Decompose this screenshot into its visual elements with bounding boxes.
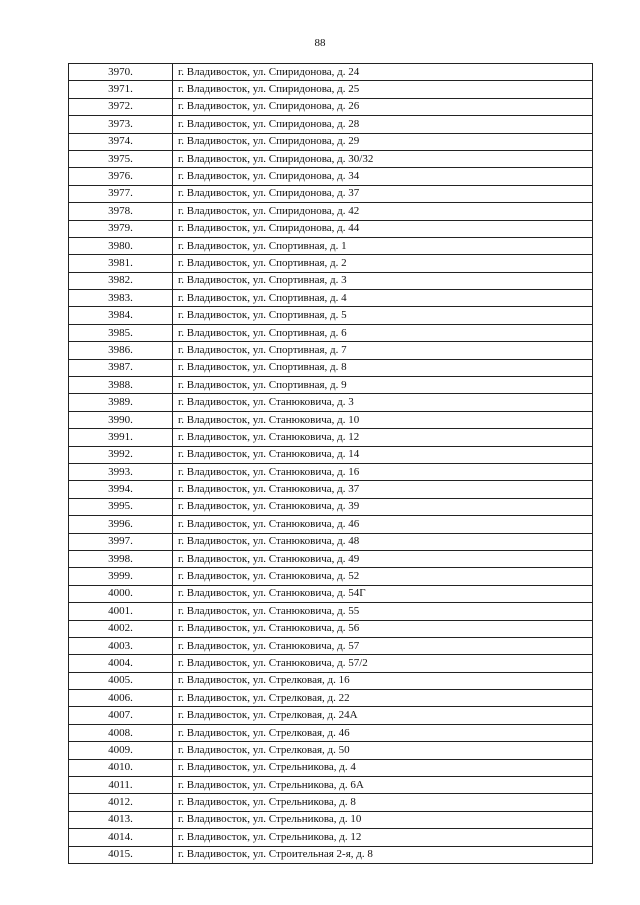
table-row: [69, 707, 593, 724]
row-address: г. Владивосток, ул. Спортивная, д. 3: [173, 272, 593, 289]
table-row: [69, 429, 593, 446]
row-address: г. Владивосток, ул. Спиридонова, д. 25: [173, 81, 593, 98]
row-number: 3982.: [69, 272, 173, 289]
row-address: г. Владивосток, ул. Спортивная, д. 1: [173, 237, 593, 254]
table-row: [69, 411, 593, 428]
table-row: [69, 585, 593, 602]
row-number: 4013.: [69, 811, 173, 828]
row-address: г. Владивосток, ул. Станюковича, д. 57/2: [173, 655, 593, 672]
table-row: [69, 203, 593, 220]
row-number: 3979.: [69, 220, 173, 237]
row-address: г. Владивосток, ул. Станюковича, д. 39: [173, 498, 593, 515]
row-address: г. Владивосток, ул. Спортивная, д. 6: [173, 324, 593, 341]
table-row: [69, 324, 593, 341]
row-address: г. Владивосток, ул. Спортивная, д. 2: [173, 255, 593, 272]
row-address: г. Владивосток, ул. Стрельникова, д. 10: [173, 811, 593, 828]
row-number: 3987.: [69, 359, 173, 376]
row-address: г. Владивосток, ул. Станюковича, д. 55: [173, 603, 593, 620]
row-address: г. Владивосток, ул. Спортивная, д. 5: [173, 307, 593, 324]
table-row: [69, 255, 593, 272]
row-number: 3978.: [69, 203, 173, 220]
table-row: [69, 446, 593, 463]
table-row: [69, 672, 593, 689]
table-row: [69, 690, 593, 707]
row-number: 4014.: [69, 829, 173, 846]
table-row: [69, 150, 593, 167]
row-address: г. Владивосток, ул. Станюковича, д. 12: [173, 429, 593, 446]
row-address: г. Владивосток, ул. Спиридонова, д. 26: [173, 98, 593, 115]
row-address: г. Владивосток, ул. Станюковича, д. 46: [173, 516, 593, 533]
table-row: [69, 64, 593, 81]
row-number: 4006.: [69, 690, 173, 707]
row-address: г. Владивосток, ул. Спиридонова, д. 37: [173, 185, 593, 202]
table-row: [69, 116, 593, 133]
row-address: г. Владивосток, ул. Стрелковая, д. 22: [173, 690, 593, 707]
row-number: 3971.: [69, 81, 173, 98]
table-row: [69, 290, 593, 307]
table-row: [69, 568, 593, 585]
row-number: 3989.: [69, 394, 173, 411]
table-row: [69, 394, 593, 411]
row-address: г. Владивосток, ул. Спиридонова, д. 34: [173, 168, 593, 185]
row-number: 4003.: [69, 637, 173, 654]
row-address: г. Владивосток, ул. Спортивная, д. 9: [173, 377, 593, 394]
address-table: [68, 63, 593, 864]
table-row: [69, 550, 593, 567]
row-address: г. Владивосток, ул. Спиридонова, д. 24: [173, 64, 593, 81]
table-row: [69, 655, 593, 672]
table-row: [69, 811, 593, 828]
row-number: 3972.: [69, 98, 173, 115]
row-number: 3994.: [69, 481, 173, 498]
row-number: 3980.: [69, 237, 173, 254]
table-row: [69, 777, 593, 794]
row-number: 4007.: [69, 707, 173, 724]
row-address: г. Владивосток, ул. Стрелковая, д. 50: [173, 742, 593, 759]
row-number: 4012.: [69, 794, 173, 811]
table-row: [69, 846, 593, 863]
row-number: 3996.: [69, 516, 173, 533]
row-address: г. Владивосток, ул. Станюковича, д. 14: [173, 446, 593, 463]
row-number: 3986.: [69, 342, 173, 359]
table-row: [69, 168, 593, 185]
table-row: [69, 759, 593, 776]
row-address: г. Владивосток, ул. Спортивная, д. 8: [173, 359, 593, 376]
row-address: г. Владивосток, ул. Стрелковая, д. 24А: [173, 707, 593, 724]
row-number: 4002.: [69, 620, 173, 637]
table-row: [69, 829, 593, 846]
row-address: г. Владивосток, ул. Станюковича, д. 57: [173, 637, 593, 654]
row-address: г. Владивосток, ул. Стрельникова, д. 12: [173, 829, 593, 846]
table-row: [69, 359, 593, 376]
row-number: 3993.: [69, 463, 173, 480]
row-number: 3997.: [69, 533, 173, 550]
row-number: 3990.: [69, 411, 173, 428]
table-row: [69, 742, 593, 759]
row-address: г. Владивосток, ул. Стрельникова, д. 8: [173, 794, 593, 811]
row-address: г. Владивосток, ул. Станюковича, д. 52: [173, 568, 593, 585]
table-row: [69, 481, 593, 498]
row-number: 4010.: [69, 759, 173, 776]
address-table-body: [69, 64, 593, 864]
row-address: г. Владивосток, ул. Станюковича, д. 37: [173, 481, 593, 498]
row-number: 4015.: [69, 846, 173, 863]
row-address: г. Владивосток, ул. Станюковича, д. 3: [173, 394, 593, 411]
row-address: г. Владивосток, ул. Станюковича, д. 48: [173, 533, 593, 550]
table-row: [69, 133, 593, 150]
row-number: 4009.: [69, 742, 173, 759]
row-number: 4001.: [69, 603, 173, 620]
row-number: 4005.: [69, 672, 173, 689]
row-address: г. Владивосток, ул. Станюковича, д. 16: [173, 463, 593, 480]
row-number: 3991.: [69, 429, 173, 446]
table-row: [69, 724, 593, 741]
row-address: г. Владивосток, ул. Спиридонова, д. 29: [173, 133, 593, 150]
table-row: [69, 463, 593, 480]
page-number: 88: [314, 37, 326, 49]
row-address: г. Владивосток, ул. Стрельникова, д. 6А: [173, 777, 593, 794]
row-address: г. Владивосток, ул. Спиридонова, д. 30/32: [173, 150, 593, 167]
row-address: г. Владивосток, ул. Спиридонова, д. 28: [173, 116, 593, 133]
row-number: 3970.: [69, 64, 173, 81]
table-row: [69, 637, 593, 654]
row-address: г. Владивосток, ул. Стрелковая, д. 16: [173, 672, 593, 689]
row-number: 3995.: [69, 498, 173, 515]
table-row: [69, 620, 593, 637]
table-row: [69, 307, 593, 324]
row-address: г. Владивосток, ул. Спортивная, д. 7: [173, 342, 593, 359]
row-address: г. Владивосток, ул. Стрелковая, д. 46: [173, 724, 593, 741]
row-address: г. Владивосток, ул. Станюковича, д. 10: [173, 411, 593, 428]
row-number: 4000.: [69, 585, 173, 602]
row-address: г. Владивосток, ул. Спиридонова, д. 42: [173, 203, 593, 220]
row-number: 4004.: [69, 655, 173, 672]
table-row: [69, 533, 593, 550]
table-row: [69, 81, 593, 98]
row-number: 3976.: [69, 168, 173, 185]
table-row: [69, 794, 593, 811]
row-number: 3984.: [69, 307, 173, 324]
row-number: 3992.: [69, 446, 173, 463]
row-address: г. Владивосток, ул. Строительная 2-я, д. 8: [173, 846, 593, 863]
table-row: [69, 342, 593, 359]
row-address: г. Владивосток, ул. Станюковича, д. 49: [173, 550, 593, 567]
table-row: [69, 377, 593, 394]
row-number: 3999.: [69, 568, 173, 585]
table-row: [69, 603, 593, 620]
table-row: [69, 272, 593, 289]
row-number: 3983.: [69, 290, 173, 307]
table-row: [69, 498, 593, 515]
table-row: [69, 220, 593, 237]
row-number: 3981.: [69, 255, 173, 272]
row-number: 3977.: [69, 185, 173, 202]
row-address: г. Владивосток, ул. Станюковича, д. 54Г: [173, 585, 593, 602]
row-number: 3988.: [69, 377, 173, 394]
table-row: [69, 185, 593, 202]
row-number: 4011.: [69, 777, 173, 794]
row-number: 3974.: [69, 133, 173, 150]
row-address: г. Владивосток, ул. Спиридонова, д. 44: [173, 220, 593, 237]
table-row: [69, 237, 593, 254]
row-number: 4008.: [69, 724, 173, 741]
row-number: 3975.: [69, 150, 173, 167]
row-address: г. Владивосток, ул. Стрельникова, д. 4: [173, 759, 593, 776]
row-number: 3985.: [69, 324, 173, 341]
row-address: г. Владивосток, ул. Станюковича, д. 56: [173, 620, 593, 637]
row-number: 3998.: [69, 550, 173, 567]
row-number: 3973.: [69, 116, 173, 133]
row-address: г. Владивосток, ул. Спортивная, д. 4: [173, 290, 593, 307]
table-row: [69, 516, 593, 533]
table-row: [69, 98, 593, 115]
